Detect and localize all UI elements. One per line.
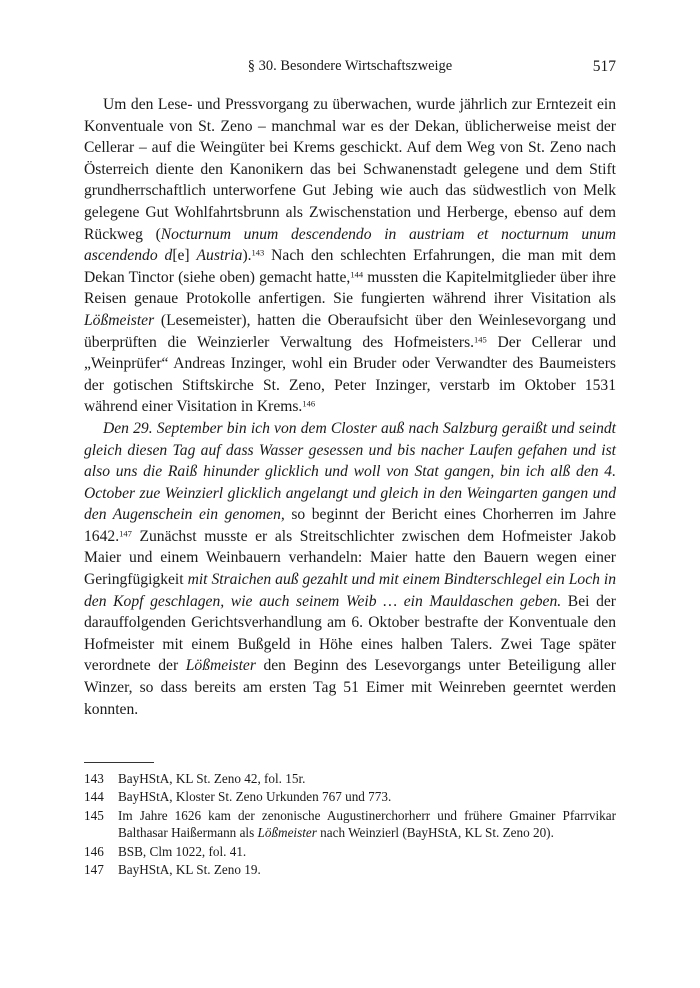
running-title: § 30. Besondere Wirtschaftszweige: [247, 58, 453, 74]
footnote-number: 144: [84, 789, 104, 805]
italic-term: Lößmeister: [257, 825, 317, 841]
paragraph-1: [84, 94, 616, 418]
footnote-ref-145[interactable]: 145: [474, 333, 487, 344]
footnote-143: [84, 770, 616, 787]
footnote-ref-147[interactable]: 147: [119, 528, 132, 539]
text-run: Nach den schlechten Erfahrungen, die man mit dem Dekan Tinctor (siehe oben) gemacht hatte,: [84, 247, 616, 286]
text-run: den Beginn des Lesevorgangs unter Beteiligung aller Winzer, so dass bereits am ersten Tag 51 Eimer mit Weinreben geerntet werden konnten.: [84, 657, 616, 718]
text-run: ).: [242, 247, 252, 265]
main-text: [84, 94, 616, 720]
footnote-144: [84, 788, 616, 805]
footnote-text: BayHStA, KL St. Zeno 42, fol. 15r.: [118, 771, 306, 786]
footnote-147: [84, 861, 616, 878]
paragraph-2: [84, 418, 616, 720]
italic-term: Lößmeister: [185, 657, 256, 675]
footnote-text: BayHStA, KL St. Zeno 19.: [118, 862, 261, 878]
footnote-text: BayHStA, Kloster St. Zeno Urkunden 767 und 773.: [118, 789, 392, 805]
report-quote: Den 29. September bin ich von dem Closter auß nach Salzburg geraißt und seindt gleich diesen Tag auf dass Wasser gesessen und bis nacher Laufen gefahen und ist also uns die Raiß hinunder glicklich und woll von Stat gangen, bin ich alß den 4. October zue Weinzierl glicklich angelangt und gleich in den Weingarten gangen und den Augenschein ein genomen,: [84, 419, 616, 524]
footnote-number: 145: [84, 807, 104, 823]
page-number: 517: [592, 58, 616, 75]
text-run: [e]: [172, 247, 197, 265]
footnote-145: [84, 807, 616, 842]
report-quote: mit Straichen auß gezahlt und mit einem Bindterschlegel ein Loch in den Kopf geschlagen, wie auch seinem Weib … ein Mauldaschen geben.: [84, 571, 616, 610]
footnote-ref-146[interactable]: 146: [302, 398, 316, 409]
running-header: [84, 58, 616, 82]
footnotes: [84, 770, 616, 879]
footnote-ref-143[interactable]: 143: [251, 247, 265, 258]
text-run: Der Cellerar und „Weinprüfer“ Andreas Inzinger, wohl ein Bruder oder Verwandter des Baumeisters der gotischen Stiftskirche St. Zeno, Peter Inzinger, verstarb im Oktober 1531 während einer Visitation in Krems.: [84, 333, 616, 416]
text-run: mussten die Kapitelmitglieder über ihre Reisen genaue Protokolle anfertigen. Sie fungierten während ihrer Visitation als: [84, 268, 616, 308]
text-run: Um den Lese- und Pressvorgang zu überwachen, wurde jährlich zur Erntezeit ein Konventuale von St. Zeno – manchmal war es der Dekan, üblicherweise meist der Cellerar – auf die Weingüter bei Krems geschickt. Auf dem Weg von St. Zeno nach Österreich diente den Kanonikern das bei Schwanenstadt gelegene und dem Stift grundherrschaftlich unterworfene Gut Jebing wie auch das südwestlich von Melk gelegene Gut Wohlfahrtsbrunn als Zwischenstation und Herberge, ebenso auf dem Rückweg (: [84, 96, 616, 243]
footnote-ref-144[interactable]: 144: [350, 269, 364, 280]
footnote-number: 147: [84, 862, 104, 878]
footnote-number: 146: [84, 843, 104, 859]
footnote-text: BSB, Clm 1022, fol. 41.: [118, 843, 247, 859]
italic-term: Lößmeister: [84, 311, 155, 329]
footnote-number: 143: [84, 771, 104, 786]
text-run: so beginnt der Bericht eines Chorherren im Jahre 1642.: [84, 506, 616, 545]
footnote-text: Im Jahre 1626 kam der zenonische Augustinerchorherr und frühere Gmainer Pfarrvikar Balthasar Haißermann als: [118, 807, 616, 841]
footnote-separator: [84, 762, 154, 763]
footnote-146: [84, 843, 616, 860]
text-run: Zunächst musste er als Streitschlichter zwischen dem Hofmeister Jakob Maier und einem Weinbauern verhandeln: Maier hatte den Bauern wegen einer Geringfügigkeit: [84, 527, 616, 589]
text-run: (Lesemeister), hatten die Oberaufsicht über den Weinlesevorgang und überprüften die Weinzierler Verwaltung des Hofmeisters.: [84, 311, 616, 351]
latin-quote: Nocturnum unum descendendo in austriam et nocturnum unum ascendendo d: [84, 225, 616, 265]
footnote-text: nach Weinzierl (BayHStA, KL St. Zeno 20).: [316, 825, 554, 841]
latin-quote: Austria: [196, 247, 243, 265]
text-run: Bei der darauffolgenden Gerichtsverhandlung am 6. Oktober bestrafte der Konventuale den Hofmeister mit einem Bußgeld in Höhe eines halben Talers. Zwei Tage später verordnete der: [84, 592, 616, 675]
